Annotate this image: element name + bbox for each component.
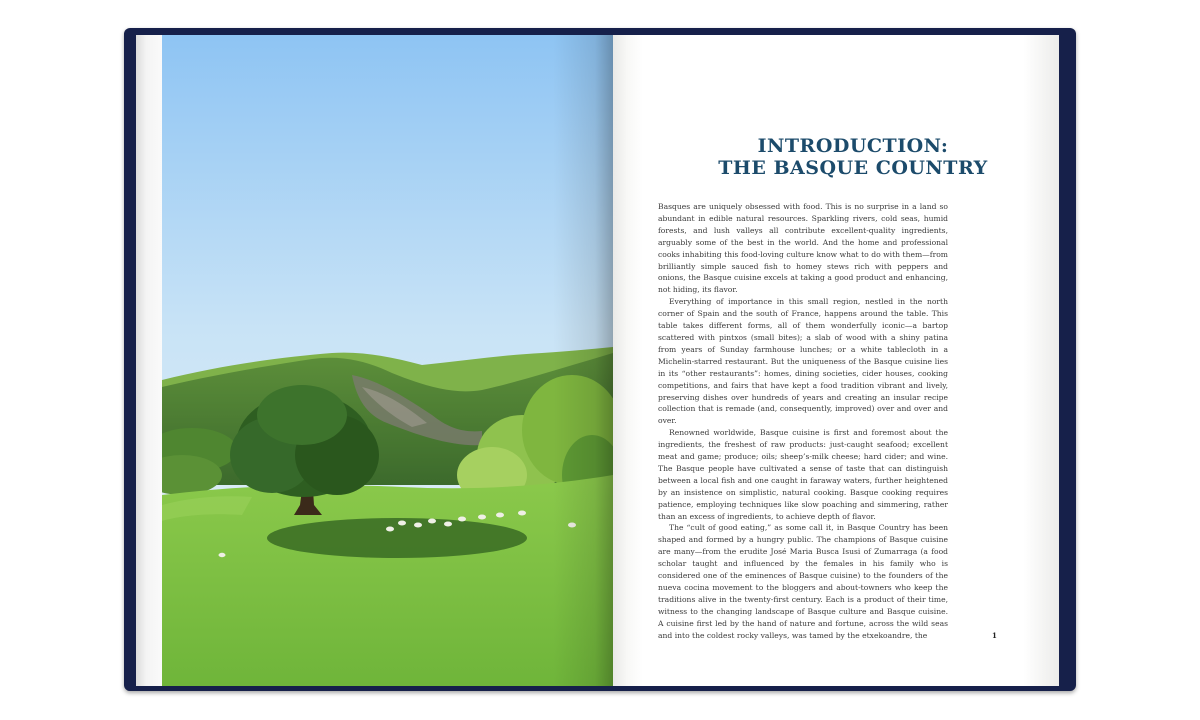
paragraph: Everything of importance in this small region, nestled in the north corner of Spain and the south of France, happens around the table. This table takes different forms, all of them wonderfully iconic—a bartop scattered with pintxos (small bites); a slab of wood with a shiny patina from years of Sunday farmhouse lunches; or a white tablecloth in a Michelin-starred restaurant. But the uniqueness of the Basque cuisine lies in its “other restaurants”: homes, dining societies, cider houses, cooking competitions, and fairs that have kept a food tradition vibrant and lively, preserving dishes over hundreds of years and creating an insular recipe collection that is remade (and, consequently, improved) over and over and over. [658, 297, 948, 426]
paragraph: Renowned worldwide, Basque cuisine is first and foremost about the ingredients, the freshest of raw products: just-caught seafood; excellent meat and game; produce; oils; sheep’s-milk cheese; hard cider; and wine. The Basque people have cultivated a sense of taste that can distinguish between a local fish and one caught in faraway waters, further heightened by an insistence on simplistic, natural cooking. Basque cooking requires patience, employing techniques like slow poaching and simmering, rather than an excess of ingredients, to achieve depth of flavor. [658, 428, 948, 521]
page-number: 1 [992, 631, 997, 640]
page-edge [136, 35, 162, 686]
chapter-title-line2: THE BASQUE COUNTRY [718, 157, 988, 179]
landscape-photo [162, 35, 613, 686]
paragraph: The “cult of good eating,” as some call it, in Basque Country has been shaped and formed by a hungry public. The champions of Basque cuisine are many—from the erudite José Maria Busca Isusi of Zumarraga (a food scholar taught and influenced by the females in his family who is considered one of the eminences of Basque cuisine) to the founders of the nueva cocina movement to the bloggers and about-towners who keep the traditions alive in the twenty-first century. Each is a product of their time, witness to the changing landscape of Basque culture and Basque cuisine. A cuisine first led by the hand of nature and fortune, across the wild seas and into the coldest rocky valleys, was tamed by the etxekoandre, the [658, 523, 948, 640]
landscape-photo-icon [162, 35, 613, 686]
chapter-title [653, 135, 1053, 179]
left-page [136, 35, 613, 686]
chapter-title-line1: INTRODUCTION: [757, 135, 949, 157]
paragraph: Basques are uniquely obsessed with food. This is no surprise in a land so abundant in edible natural resources. Sparkling rivers, cold seas, humid forests, and lush valleys all contribute excellent-quality ingredients, arguably some of the best in the world. And the home and professional cooks inhabiting this food-loving culture know what to do with them—from brilliantly simple sauced fish to homey stews rich with peppers and onions, the Basque cuisine excels at taking a good product and enhancing, not hiding, its flavor. [658, 202, 948, 295]
body-text [658, 201, 948, 642]
right-page [613, 35, 1059, 686]
